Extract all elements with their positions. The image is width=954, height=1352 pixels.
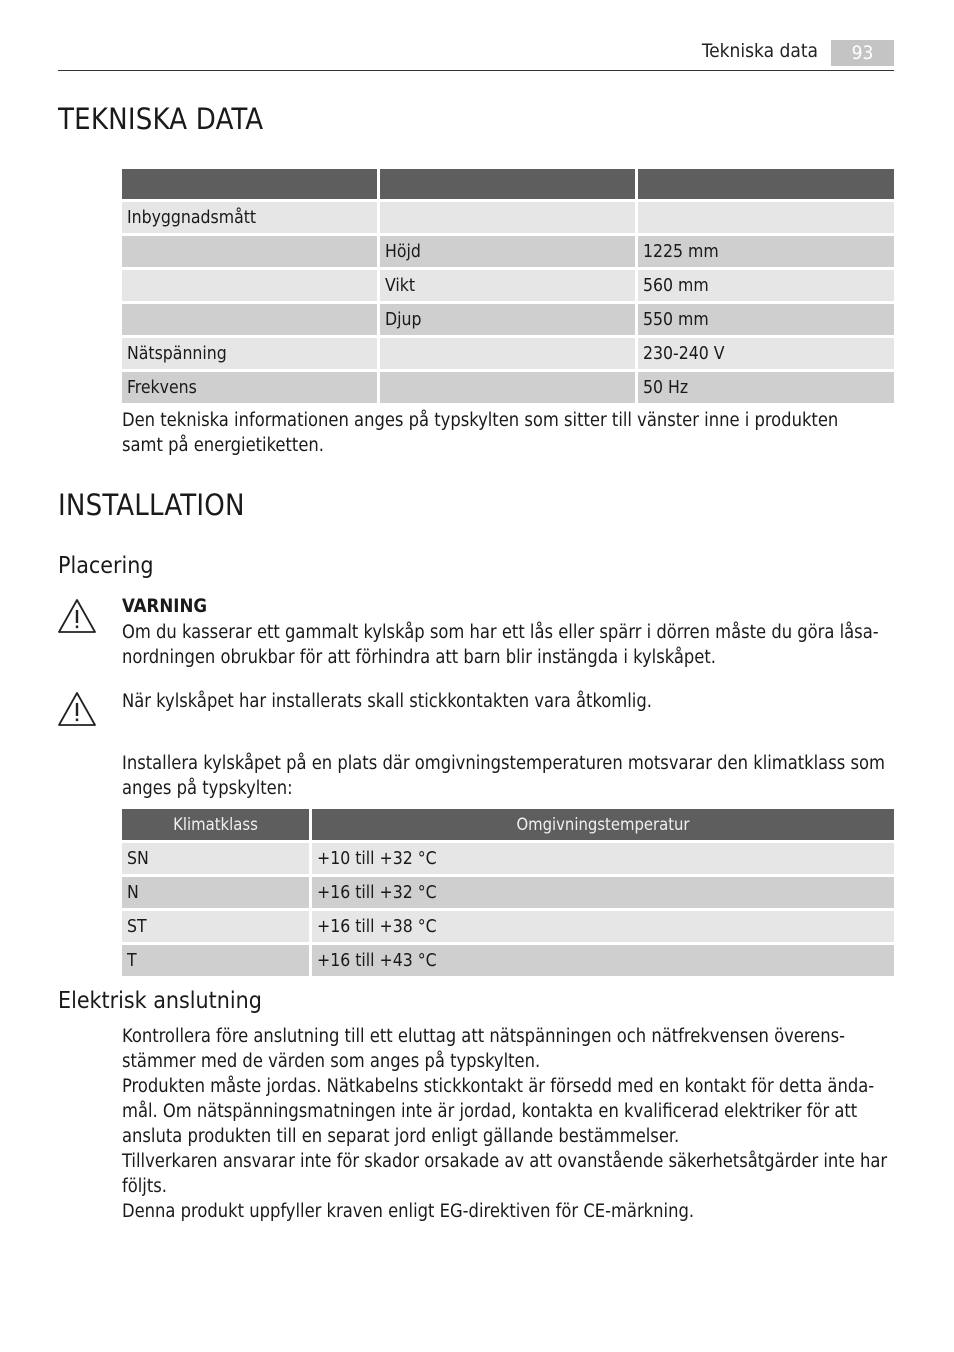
- table-header-cell: Klimatklass: [122, 809, 309, 840]
- table-cell: 230-240 V: [638, 338, 894, 369]
- technical-note: [122, 408, 838, 458]
- text-line: följts.: [122, 1176, 167, 1197]
- text-line: Denna produkt uppfyller kraven enligt EG-direktiven för CE-märkning.: [122, 1201, 695, 1222]
- table-row: [122, 843, 894, 874]
- electrical-text: [122, 1024, 887, 1224]
- table-row: [122, 877, 894, 908]
- table-header-cell: [380, 169, 635, 199]
- text-line: Om du kasserar ett gammalt kylskåp som har ett lås eller spärr i dörren måste du göra låsa-: [122, 622, 879, 643]
- table-header-row: [122, 809, 894, 840]
- table-cell: Djup: [380, 304, 635, 335]
- text-line: Tillverkaren ansvarar inte för skador orsakade av att ovanstående säkerhetsåtgärder inte har: [122, 1151, 888, 1172]
- table-cell: [380, 372, 635, 403]
- table-cell: T: [122, 945, 309, 976]
- warning-triangle-icon: [57, 691, 97, 731]
- table-cell: +16 till +38 °C: [312, 911, 894, 942]
- table-header-cell: Omgivningstemperatur: [312, 809, 894, 840]
- table-cell: [380, 202, 635, 233]
- header-rule: [58, 70, 894, 71]
- text-line: Den tekniska informationen anges på typskylten som sitter till vänster inne i produkten: [122, 410, 839, 431]
- table-row: [122, 202, 894, 233]
- text-line: anges på typskylten:: [122, 778, 293, 799]
- table-row: [122, 270, 894, 301]
- table-cell: 1225 mm: [638, 236, 894, 267]
- text-line: Kontrollera före anslutning till ett eluttag att nätspänningen och nätfrekvensen överens-: [122, 1026, 846, 1047]
- section-title-tekniska-data: TEKNISKA DATA: [58, 102, 264, 136]
- table-cell: [638, 202, 894, 233]
- table-cell: +16 till +43 °C: [312, 945, 894, 976]
- table-cell: [122, 236, 377, 267]
- text-line: samt på energietiketten.: [122, 435, 324, 456]
- table-cell: Nätspänning: [122, 338, 377, 369]
- table-header-cell: [122, 169, 377, 199]
- warning-label: VARNING: [122, 596, 208, 617]
- table-cell: N: [122, 877, 309, 908]
- text-line: mål. Om nätspänningsmatningen inte är jordad, kontakta en kvalificerad elektriker för att: [122, 1101, 858, 1122]
- subsection-title-placering: Placering: [58, 553, 154, 579]
- text-line: Produkten måste jordas. Nätkabelns stickkontakt är försedd med en kontakt för detta ända-: [122, 1076, 875, 1097]
- table-cell: +16 till +32 °C: [312, 877, 894, 908]
- warning-triangle-icon: [57, 598, 97, 638]
- running-header-title: Tekniska data: [701, 40, 818, 62]
- table-cell: Frekvens: [122, 372, 377, 403]
- install-instructions: [122, 751, 885, 801]
- caution-text: [122, 689, 652, 714]
- section-title-installation: INSTALLATION: [58, 488, 245, 522]
- table-row: [122, 304, 894, 335]
- table-row: [122, 236, 894, 267]
- table-cell: [380, 338, 635, 369]
- text-line: När kylskåpet har installerats skall stickkontakten vara åtkomlig.: [122, 691, 652, 712]
- page-number: 93: [831, 40, 894, 66]
- table-row: [122, 372, 894, 403]
- table-cell: SN: [122, 843, 309, 874]
- table-cell: 550 mm: [638, 304, 894, 335]
- table-cell: 50 Hz: [638, 372, 894, 403]
- table-cell: [122, 270, 377, 301]
- table-cell: +10 till +32 °C: [312, 843, 894, 874]
- table-cell: Höjd: [380, 236, 635, 267]
- table-row: [122, 911, 894, 942]
- table-cell: Vikt: [380, 270, 635, 301]
- warning-text: [122, 620, 879, 670]
- text-line: stämmer med de värden som anges på typskylten.: [122, 1051, 541, 1072]
- table-cell: Inbyggnadsmått: [122, 202, 377, 233]
- table-cell: [122, 304, 377, 335]
- table-row: [122, 338, 894, 369]
- table-header-cell: [638, 169, 894, 199]
- table-row: [122, 945, 894, 976]
- text-line: nordningen obrukbar för att förhindra att barn blir instängda i kylskåpet.: [122, 647, 716, 668]
- table-header-row: [122, 169, 894, 199]
- text-line: ansluta produkten till en separat jord enligt gällande bestämmelser.: [122, 1126, 680, 1147]
- subsection-title-elektrisk-anslutning: Elektrisk anslutning: [58, 988, 262, 1014]
- table-cell: 560 mm: [638, 270, 894, 301]
- table-cell: ST: [122, 911, 309, 942]
- text-line: Installera kylskåpet på en plats där omgivningstemperaturen motsvarar den klimatklass som: [122, 753, 885, 774]
